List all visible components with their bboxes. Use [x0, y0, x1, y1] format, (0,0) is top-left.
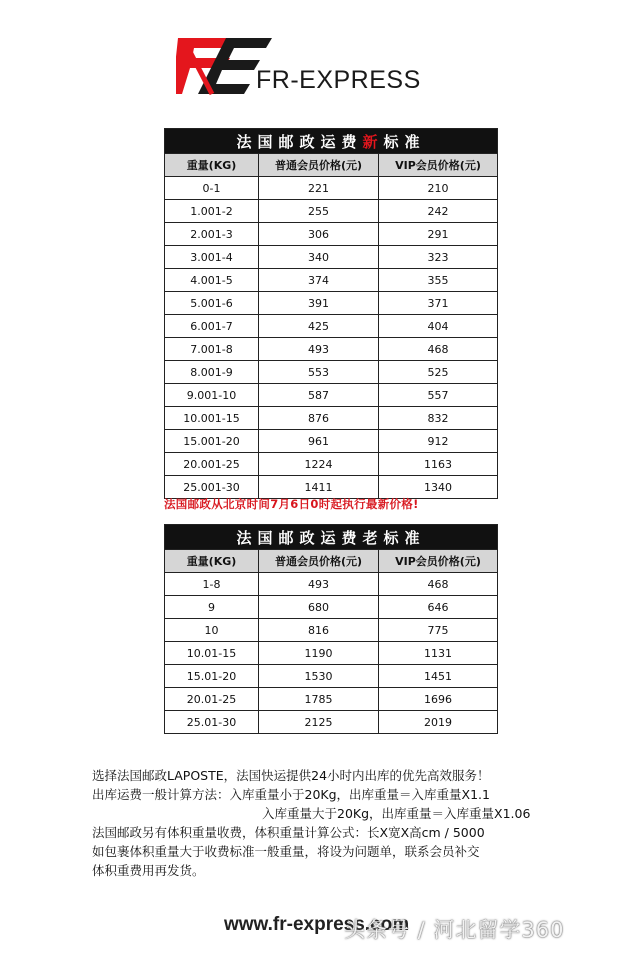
- table-row: [165, 315, 498, 338]
- header-regular-price: 普通会员价格(元): [259, 550, 379, 573]
- cell-vip-price: 291: [379, 223, 498, 246]
- table-row: [165, 384, 498, 407]
- table-row: [165, 361, 498, 384]
- cell-vip-price: 323: [379, 246, 498, 269]
- table-row: [165, 177, 498, 200]
- cell-vip-price: 1451: [379, 665, 498, 688]
- cell-regular-price: 493: [259, 573, 379, 596]
- cell-vip-price: 371: [379, 292, 498, 315]
- table-row: [165, 619, 498, 642]
- cell-vip-price: 1131: [379, 642, 498, 665]
- shipping-notes: [92, 766, 530, 880]
- header-regular-price: 普通会员价格(元): [259, 154, 379, 177]
- cell-vip-price: 355: [379, 269, 498, 292]
- cell-weight: 15.001-20: [165, 430, 259, 453]
- cell-weight: 25.01-30: [165, 711, 259, 734]
- cell-weight: 20.001-25: [165, 453, 259, 476]
- cell-weight: 2.001-3: [165, 223, 259, 246]
- table-row: [165, 269, 498, 292]
- header-vip-price: VIP会员价格(元): [379, 154, 498, 177]
- cell-vip-price: 2019: [379, 711, 498, 734]
- cell-vip-price: 468: [379, 338, 498, 361]
- cell-regular-price: 587: [259, 384, 379, 407]
- cell-weight: 9.001-10: [165, 384, 259, 407]
- table-row: [165, 430, 498, 453]
- cell-regular-price: 680: [259, 596, 379, 619]
- cell-vip-price: 557: [379, 384, 498, 407]
- price-change-notice: 法国邮政从北京时间7月6日0时起执行最新价格!: [164, 497, 419, 511]
- table-row: [165, 246, 498, 269]
- cell-vip-price: 242: [379, 200, 498, 223]
- website-url[interactable]: www.fr-express.com: [224, 914, 410, 935]
- cell-weight: 25.001-30: [165, 476, 259, 499]
- table-row: [165, 688, 498, 711]
- header-weight: 重量(KG): [165, 550, 259, 573]
- header-weight: 重量(KG): [165, 154, 259, 177]
- old-price-table: [164, 524, 498, 734]
- cell-regular-price: 1411: [259, 476, 379, 499]
- cell-weight: 5.001-6: [165, 292, 259, 315]
- cell-regular-price: 1530: [259, 665, 379, 688]
- cell-weight: 7.001-8: [165, 338, 259, 361]
- cell-vip-price: 210: [379, 177, 498, 200]
- note-line: 入库重量大于20Kg，出库重量＝入库重量X1.06: [262, 806, 531, 821]
- cell-regular-price: 961: [259, 430, 379, 453]
- cell-regular-price: 255: [259, 200, 379, 223]
- cell-weight: 1.001-2: [165, 200, 259, 223]
- cell-vip-price: 832: [379, 407, 498, 430]
- note-line: 体积重费用再发货。: [92, 863, 205, 878]
- cell-weight: 10.001-15: [165, 407, 259, 430]
- table-row: [165, 642, 498, 665]
- watermark: 头条号 / 河北留学360: [344, 918, 565, 942]
- table-row: [165, 665, 498, 688]
- cell-vip-price: 775: [379, 619, 498, 642]
- table-row: [165, 223, 498, 246]
- cell-regular-price: 1224: [259, 453, 379, 476]
- cell-weight: 4.001-5: [165, 269, 259, 292]
- cell-regular-price: 553: [259, 361, 379, 384]
- old-table-title: 法国邮政运费老标准: [165, 525, 498, 550]
- note-line: 出库运费一般计算方法：入库重量小于20Kg，出库重量＝入库重量X1.1: [92, 787, 490, 802]
- cell-weight: 10: [165, 619, 259, 642]
- cell-regular-price: 493: [259, 338, 379, 361]
- cell-regular-price: 425: [259, 315, 379, 338]
- cell-regular-price: 816: [259, 619, 379, 642]
- cell-regular-price: 374: [259, 269, 379, 292]
- table-row: [165, 711, 498, 734]
- cell-vip-price: 404: [379, 315, 498, 338]
- cell-regular-price: 1785: [259, 688, 379, 711]
- table-row: [165, 453, 498, 476]
- cell-weight: 8.001-9: [165, 361, 259, 384]
- cell-weight: 0-1: [165, 177, 259, 200]
- cell-regular-price: 306: [259, 223, 379, 246]
- table-row: [165, 292, 498, 315]
- cell-weight: 6.001-7: [165, 315, 259, 338]
- note-line: 选择法国邮政LAPOSTE，法国快运提供24小时内出库的优先高效服务！: [92, 768, 490, 783]
- cell-vip-price: 1340: [379, 476, 498, 499]
- cell-regular-price: 2125: [259, 711, 379, 734]
- cell-vip-price: 468: [379, 573, 498, 596]
- cell-weight: 10.01-15: [165, 642, 259, 665]
- cell-vip-price: 1163: [379, 453, 498, 476]
- cell-regular-price: 340: [259, 246, 379, 269]
- cell-regular-price: 391: [259, 292, 379, 315]
- cell-weight: 9: [165, 596, 259, 619]
- header-vip-price: VIP会员价格(元): [379, 550, 498, 573]
- cell-vip-price: 912: [379, 430, 498, 453]
- new-price-table: [164, 128, 498, 499]
- cell-weight: 20.01-25: [165, 688, 259, 711]
- new-highlight: 新: [362, 132, 384, 151]
- table-row: [165, 573, 498, 596]
- cell-regular-price: 221: [259, 177, 379, 200]
- table-row: [165, 596, 498, 619]
- table-row: [165, 407, 498, 430]
- cell-vip-price: 1696: [379, 688, 498, 711]
- cell-vip-price: 646: [379, 596, 498, 619]
- new-table-title: 法国邮政运费新标准: [165, 129, 498, 154]
- note-line: 如包裹体积重量大于收费标准一般重量，将设为问题单，联系会员补交: [92, 844, 480, 859]
- cell-weight: 3.001-4: [165, 246, 259, 269]
- cell-vip-price: 525: [379, 361, 498, 384]
- note-line: 法国邮政另有体积重量收费，体积重量计算公式：长X宽X高cm / 5000: [92, 825, 485, 840]
- cell-weight: 1-8: [165, 573, 259, 596]
- cell-regular-price: 1190: [259, 642, 379, 665]
- cell-regular-price: 876: [259, 407, 379, 430]
- cell-weight: 15.01-20: [165, 665, 259, 688]
- brand-name: FR-EXPRESS: [256, 66, 421, 94]
- table-row: [165, 338, 498, 361]
- table-row: [165, 200, 498, 223]
